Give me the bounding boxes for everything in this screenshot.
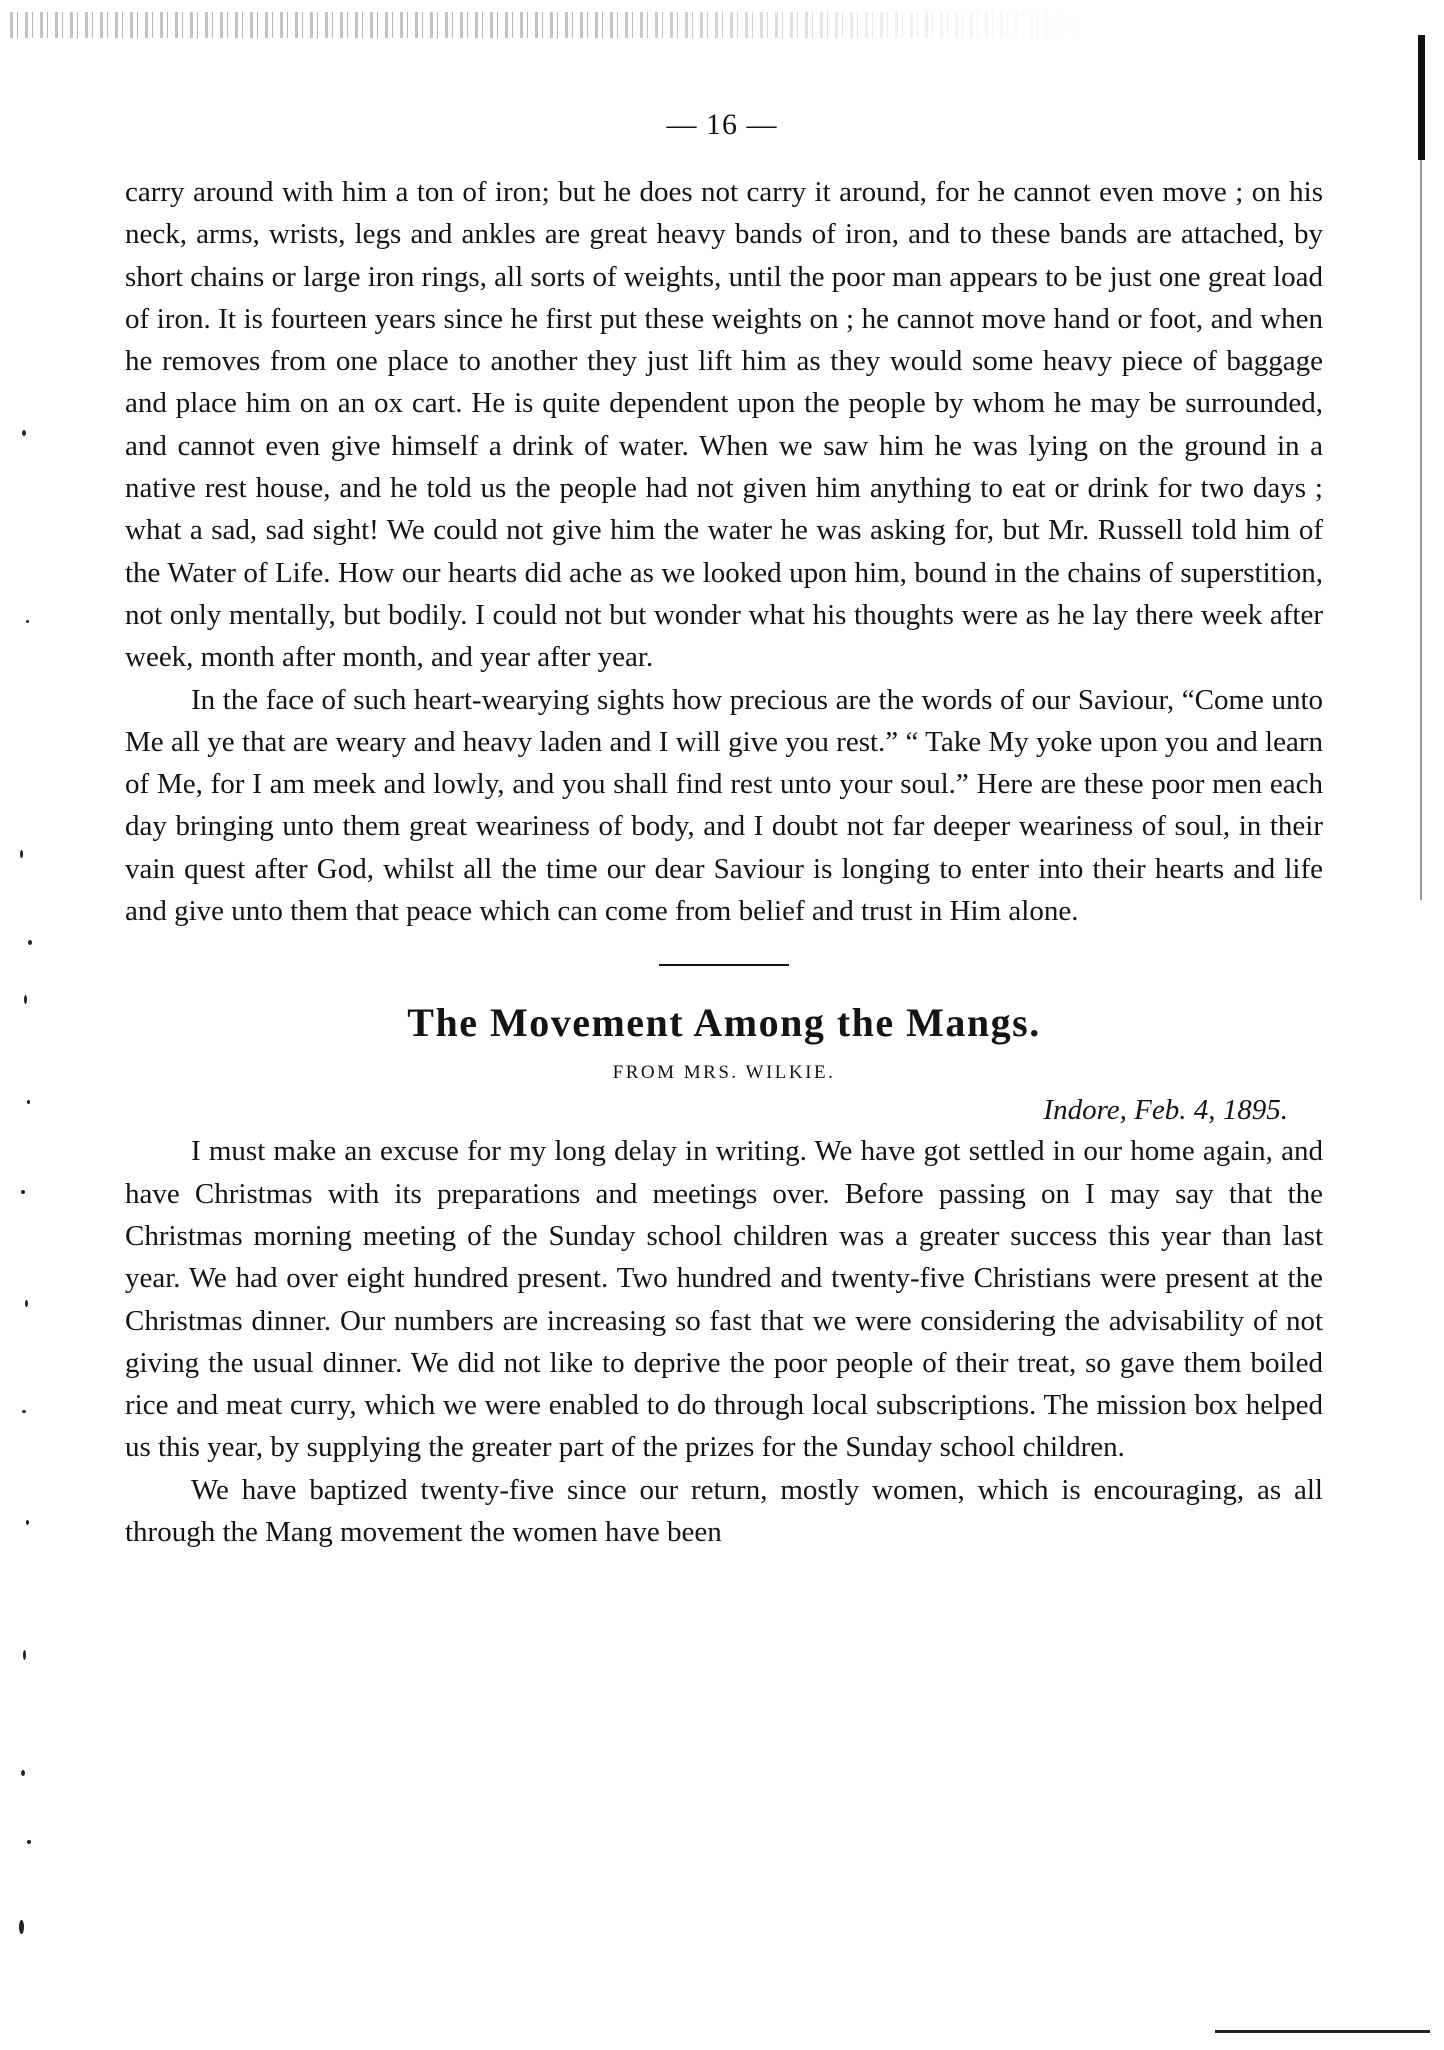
section-title: The Movement Among the Mangs. <box>407 1000 1041 1046</box>
speck <box>28 940 32 945</box>
scan-noise-top <box>10 12 1090 38</box>
speck <box>21 1770 25 1776</box>
paragraph: We have baptized twenty-five since our return, mostly women, which is encouraging, as all through the Mang movement the women have been <box>125 1473 1323 1549</box>
binding-edge-line <box>1420 160 1422 900</box>
speck <box>26 1520 29 1525</box>
speck <box>22 430 26 436</box>
speck <box>21 1190 25 1194</box>
speck <box>22 1410 26 1413</box>
scan-specks-left <box>12 420 72 1980</box>
speck <box>19 1920 24 1934</box>
speck <box>23 1650 26 1660</box>
paragraph-continued: carry around with him a ton of iron; but he does not carry it around, for he cannot even move ; on his neck, arms, wrists, legs and ankles are great heavy bands of iron, and to these bands are attached, by short chains or large iron rings, all sorts of weights, until the poor man appears to be just one great load of iron. It is fourteen years since he first put these weights on ; he cannot move hand or foot, and when he removes from one place to another they just lift him as they would some heavy piece of baggage and place him on an ox cart. He is quite dependent upon the people by whom he may be surrounded, and cannot even give himself a drink of water. When we saw him he was lying on the ground in a native rest house, and he told us the people had not given him anything to eat or drink for two days ; what a sad, sad sight! We could not give him the water he was asking for, but Mr. Russell told him of the Water of Life. How our hearts did ache as we looked upon him, bound in the chains of superstition, not only mentally, but bodily. I could not but wonder what his thoughts were as he lay there week after week, month after month, and year after year. <box>125 176 1323 674</box>
byline: FROM MRS. WILKIE. <box>612 1062 836 1084</box>
speck <box>25 1300 28 1307</box>
section-divider <box>659 964 789 966</box>
speck <box>27 1100 30 1104</box>
speck <box>24 995 27 1004</box>
paragraph: In the face of such heart-wearying sights how precious are the words of our Saviour, “Come unto Me all ye that are weary and heavy laden and I will give you rest.” “ Take My yoke upon you and learn of Me, for I am meek and lowly, and you shall find rest unto your soul.” Here are these poor men each day bringing unto them great weariness of body, and I doubt not far deeper weariness of soul, in their vain quest after God, whilst all the time our dear Saviour is longing to enter into their hearts and life and give unto them that peace which can come from belief and trust in Him alone. <box>125 683 1323 928</box>
dateline: Indore, Feb. 4, 1895. <box>1043 1094 1288 1127</box>
page-number: — 16 — <box>666 108 778 141</box>
scan-edge-bottom <box>1215 2030 1430 2033</box>
text-column <box>125 171 1323 1553</box>
speck <box>26 620 29 623</box>
speck <box>20 850 23 858</box>
paragraph: I must make an excuse for my long delay in writing. We have got settled in our home again, and have Christmas with its preparations and meetings over. Before passing on I may say that the Christmas morning meeting of the Sunday school children was a greater success this year than last year. We had over eight hundred present. Two hundred and twenty-five Christians were present at the Christmas dinner. Our numbers are increasing so fast that we were considering the advisability of not giving the usual dinner. We did not like to deprive the poor people of their treat, so gave them boiled rice and meat curry, which we were enabled to do through local subscriptions. The mission box helped us this year, by supplying the greater part of the prizes for the Sunday school children. <box>125 1135 1323 1464</box>
speck <box>27 1840 31 1844</box>
